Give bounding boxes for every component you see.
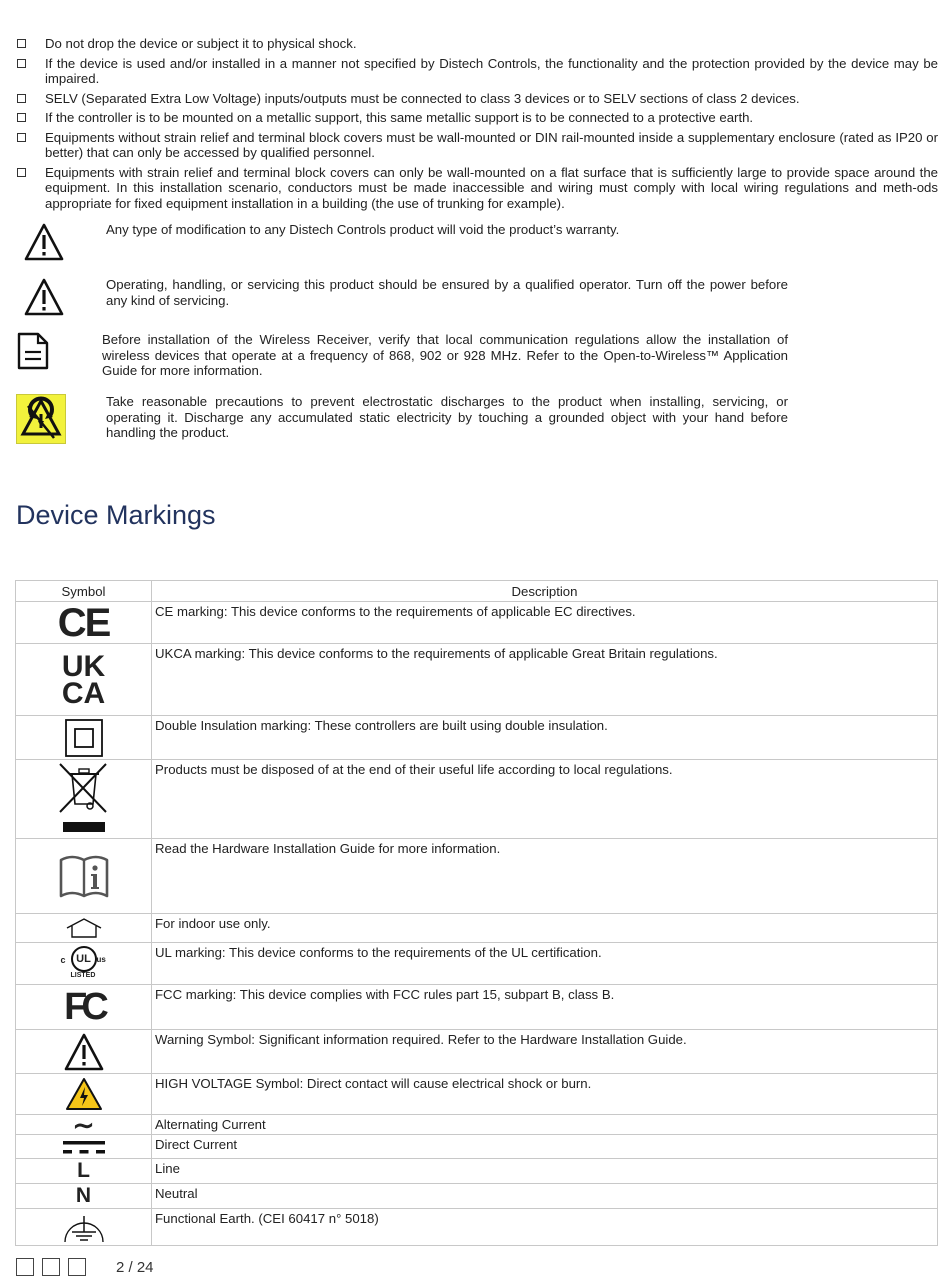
footer-nav-button[interactable]	[16, 1258, 34, 1276]
indoor-house-icon	[16, 914, 152, 943]
table-row	[16, 839, 938, 914]
warning-icon	[16, 222, 72, 262]
table-row	[16, 602, 938, 644]
bullet-item: SELV (Separated Extra Low Voltage) inputs/outputs must be connected to class 3 devices or to SELV sections of class 2 devices.	[16, 91, 938, 107]
notice-wireless-regulations	[16, 332, 788, 379]
section-title: Device Markings	[16, 500, 216, 530]
table-cell-description: FCC marking: This device complies with FCC rules part 15, subpart B, class B.	[152, 985, 938, 1030]
table-cell-description: Neutral	[152, 1184, 938, 1209]
bullet-box-icon	[17, 113, 26, 122]
notice-warranty	[16, 222, 788, 262]
functional-earth-icon	[16, 1209, 152, 1246]
table-header-row	[16, 581, 938, 602]
symbol-column-header: Symbol	[16, 581, 152, 602]
table-row	[16, 1159, 938, 1184]
table-cell-description: For indoor use only.	[152, 914, 938, 943]
table-row	[16, 1209, 938, 1246]
bullet-item: Do not drop the device or subject it to physical shock.	[16, 36, 938, 52]
table-cell-description: HIGH VOLTAGE Symbol: Direct contact will cause electrical shock or burn.	[152, 1074, 938, 1115]
table-cell-description: UL marking: This device conforms to the requirements of the UL certification.	[152, 943, 938, 985]
bullet-item: If the controller is to be mounted on a metallic support, this same metallic support is to be connected to a protective earth.	[16, 110, 938, 126]
bullet-item: Equipments without strain relief and terminal block covers must be wall-mounted or DIN rail-mounted inside a supplementary enclosure (rated as IP20 or better) that can only be accessed by qualified personnel.	[16, 130, 938, 161]
notice-text: Operating, handling, or servicing this product should be ensured by a qualified operator. Turn off the power before any kind of servicing.	[106, 277, 788, 308]
ce-mark-icon: CE	[16, 602, 152, 644]
bullet-box-icon	[17, 59, 26, 68]
table-row	[16, 1115, 938, 1135]
warning-icon	[16, 1030, 152, 1074]
neutral-icon: N	[16, 1184, 152, 1209]
read-manual-icon	[16, 839, 152, 914]
footer-nav-button[interactable]	[68, 1258, 86, 1276]
weee-bin-icon	[16, 760, 152, 839]
table-row	[16, 644, 938, 716]
footer-nav-button[interactable]	[42, 1258, 60, 1276]
bullet-box-icon	[17, 133, 26, 142]
device-markings-table	[15, 580, 938, 1246]
ukca-mark-icon: UK CA	[16, 644, 152, 716]
line-icon: L	[16, 1159, 152, 1184]
table-cell-description: Direct Current	[152, 1135, 938, 1159]
fcc-mark-icon: FC	[16, 985, 152, 1030]
bullet-box-icon	[17, 39, 26, 48]
double-insulation-icon	[16, 716, 152, 760]
table-cell-description: Read the Hardware Installation Guide for more information.	[152, 839, 938, 914]
notice-text: Before installation of the Wireless Receiver, verify that local communication regulations allow the installation of wireless devices that operate at a frequency of 868, 902 or 928 MHz. Refer to the Open-to-Wireless™ Application Guide for more information.	[102, 332, 788, 378]
table-row	[16, 716, 938, 760]
table-row	[16, 914, 938, 943]
notice-qualified-operator	[16, 277, 788, 317]
esd-icon	[16, 394, 72, 444]
table-cell-description: CE marking: This device conforms to the requirements of applicable EC directives.	[152, 602, 938, 644]
notice-text: Any type of modification to any Distech Controls product will void the product’s warranty.	[106, 222, 620, 237]
table-row	[16, 1184, 938, 1209]
table-cell-description: Alternating Current	[152, 1115, 938, 1135]
page-footer	[16, 1258, 154, 1276]
table-row	[16, 760, 938, 839]
table-row	[16, 1030, 938, 1074]
table-cell-description: Functional Earth. (CEI 60417 n° 5018)	[152, 1209, 938, 1246]
bullet-box-icon	[17, 94, 26, 103]
table-row	[16, 943, 938, 985]
warning-icon	[16, 277, 72, 317]
table-cell-description: Double Insulation marking: These controllers are built using double insulation.	[152, 716, 938, 760]
table-row	[16, 985, 938, 1030]
page-number: 2 / 24	[116, 1258, 154, 1276]
bullet-item: Equipments with strain relief and terminal block covers can only be wall-mounted on a flat surface that is sufficiently large to provide space around the equipment. In this installation scenario, conductors must be made inaccessible and wiring must comply with local wiring regulations and meth-ods appropriate for fixed equipment installation in a building (the use of trunking for example).	[16, 165, 938, 212]
bullet-item: If the device is used and/or installed in a manner not specified by Distech Controls, the functionality and the protection provided by the device may be impaired.	[16, 56, 938, 87]
table-row	[16, 1074, 938, 1115]
description-column-header: Description	[152, 581, 938, 602]
table-cell-description: Products must be disposed of at the end of their useful life according to local regulations.	[152, 760, 938, 839]
high-voltage-icon	[16, 1074, 152, 1115]
bullet-box-icon	[17, 168, 26, 177]
ac-icon: ∼	[16, 1115, 152, 1135]
ul-listed-icon: c UL us LISTED	[16, 943, 152, 985]
document-icon	[16, 332, 72, 370]
table-cell-description: Warning Symbol: Significant information required. Refer to the Hardware Installation Guide.	[152, 1030, 938, 1074]
safety-bullet-list	[16, 36, 938, 215]
table-cell-description: UKCA marking: This device conforms to the requirements of applicable Great Britain regulations.	[152, 644, 938, 716]
table-row	[16, 1135, 938, 1159]
table-cell-description: Line	[152, 1159, 938, 1184]
notice-esd	[16, 394, 788, 444]
notice-text: Take reasonable precautions to prevent electrostatic discharges to the product when installing, servicing, or operating it. Discharge any accumulated static electricity by touching a grounded object with your hand before handling the product.	[106, 394, 788, 440]
